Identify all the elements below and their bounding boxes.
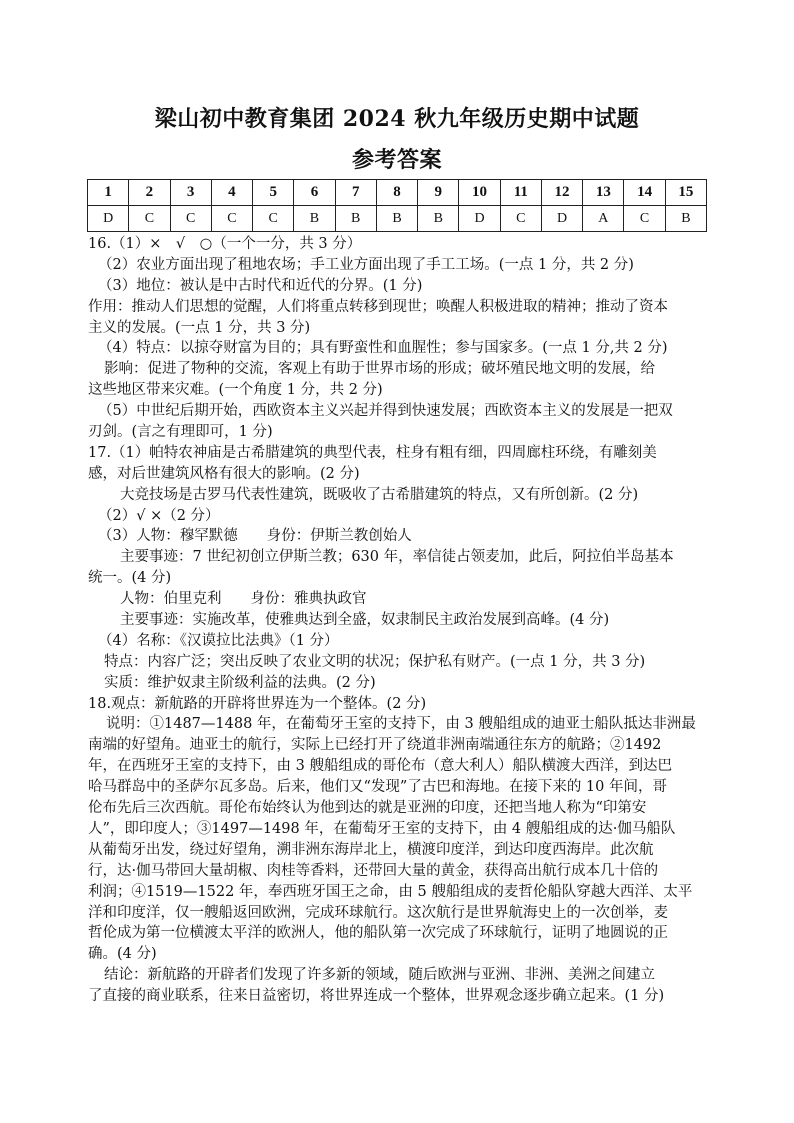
- answer-line: 利润；④1519—1522 年，奉西班牙国王之命，由 5 艘船组成的麦哲伦船队穿越大西洋、太平: [88, 883, 693, 900]
- answer-body: [88, 234, 728, 1007]
- answer-line: 南端的好望角。迪亚士的航行，实际上已经打开了绕道非洲南端通往东方的航路；②1492: [88, 737, 662, 754]
- answer-cell: B: [418, 206, 459, 232]
- answer-line: （3）地位：被认是中古时代和近代的分界。(1 分): [98, 277, 423, 294]
- answer-row: [88, 206, 707, 232]
- answer-cell: B: [294, 206, 335, 232]
- answer-cell: C: [170, 206, 211, 232]
- answer-line: 哲伦成为第一位横渡太平洋的欧洲人，他的船队第一次完成了环球航行，证明了地圆说的正: [88, 925, 668, 942]
- answer-line: 人物：伯里克利 身份：雅典执政官: [120, 591, 367, 608]
- answer-line: （2）√ ×（2 分）: [98, 507, 220, 524]
- answer-line: （4）特点：以掠夺财富为目的；具有野蛮性和血腥性；参与国家多。(一点 1 分,共 2 分): [98, 340, 668, 357]
- answer-line: 主义的发展。(一点 1 分，共 3 分): [88, 319, 311, 336]
- answer-line: 16.（1）× √ ○（一个一分，共 3 分）: [88, 236, 362, 252]
- answer-cell: C: [211, 206, 252, 232]
- answer-line: 主要事迹：实施改革，使雅典达到全盛，奴隶制民主政治发展到高峰。(4 分): [120, 612, 610, 629]
- answer-cell: C: [129, 206, 170, 232]
- answer-line: 行，达·伽马带回大量胡椒、肉桂等香料，还带回大量的黄金，获得高出航行成本几十倍的: [88, 862, 659, 879]
- answer-cell: A: [583, 206, 624, 232]
- answer-line: 洋和印度洋，仅一艘船返回欧洲，完成环球航行。这次航行是世界航海史上的一次创举，麦: [88, 904, 668, 921]
- document-subtitle: 参考答案: [351, 147, 442, 173]
- answer-line: 18.观点：新航路的开辟将世界连为一个整体。(2 分): [88, 695, 427, 712]
- answer-line: 伦布先后三次西航。哥伦布始终认为他到达的就是亚洲的印度，还把当地人称为“印第安: [88, 800, 647, 817]
- answer-line: 特点：内容广泛；突出反映了农业文明的状况；保护私有财产。(一点 1 分，共 3 分): [104, 653, 646, 670]
- answer-line: 人”，即印度人；③1497—1498 年，在葡萄牙王室的支持下，由 4 艘船组成的达·伽马船队: [88, 820, 676, 837]
- answer-line: 从葡萄牙出发，绕过好望角，溯非洲东海岸北上，横渡印度洋，到达印度西海岸。此次航: [88, 841, 654, 858]
- question-number: 15: [665, 180, 706, 206]
- question-number: 5: [253, 180, 294, 206]
- question-number: 10: [459, 180, 500, 206]
- answer-line: 说明：①1487—1488 年，在葡萄牙王室的支持下，由 3 艘船组成的迪亚士船队抵达非洲最: [106, 716, 696, 733]
- answer-cell: C: [253, 206, 294, 232]
- answer-cell: C: [500, 206, 541, 232]
- answer-line: （3）人物：穆罕默德 身份：伊斯兰教创始人: [98, 528, 412, 545]
- question-number: 8: [376, 180, 417, 206]
- answer-line: 刃剑。(言之有理即可，1 分): [88, 424, 273, 441]
- answer-line: 了直接的商业联系，往来日益密切，将世界连成一个整体，世界观念逐步确立起来。(1 分): [88, 988, 665, 1005]
- answer-cell: D: [541, 206, 582, 232]
- answer-line: （5）中世纪后期开始，西欧资本主义兴起并得到快速发展；西欧资本主义的发展是一把双: [98, 403, 673, 420]
- document-title: 梁山初中教育集团 2024 秋九年级历史期中试题: [154, 106, 640, 132]
- question-number: 3: [170, 180, 211, 206]
- answer-key-table: [87, 179, 707, 232]
- answer-line: 影响：促进了物种的交流，客观上有助于世界市场的形成；破坏殖民地文明的发展，给: [104, 361, 655, 378]
- answer-line: 实质：维护奴隶主阶级利益的法典。(2 分): [104, 674, 376, 691]
- answer-line: 17.（1）帕特农神庙是古希腊建筑的典型代表，柱身有粗有细，四周廊柱环绕，有雕刻美: [88, 444, 657, 461]
- answer-cell: B: [376, 206, 417, 232]
- answer-cell: D: [459, 206, 500, 232]
- answer-line: 感，对后世建筑风格有很大的影响。(2 分): [88, 465, 360, 482]
- answer-line: 确。(4 分): [88, 946, 157, 963]
- question-number: 11: [500, 180, 541, 206]
- question-number-row: [88, 180, 707, 206]
- question-number: 9: [418, 180, 459, 206]
- question-number: 6: [294, 180, 335, 206]
- answer-line: 这些地区带来灾难。(一个角度 1 分，共 2 分): [88, 382, 383, 399]
- question-number: 1: [88, 180, 129, 206]
- question-number: 4: [211, 180, 252, 206]
- question-number: 14: [624, 180, 665, 206]
- answer-line: 结论：新航路的开辟者们发现了许多新的领域，随后欧洲与亚洲、非洲、美洲之间建立: [104, 967, 655, 984]
- answer-line: 年，在西班牙王室的支持下，由 3 艘船组成的哥伦布（意大利人）船队横渡大西洋，到达巴: [88, 758, 672, 775]
- answer-line: 主要事迹：7 世纪初创立伊斯兰教；630 年，率信徒占领麦加，此后，阿拉伯半岛基本: [120, 549, 674, 566]
- answer-line: （4）名称：《汉谟拉比法典》（1 分）: [98, 632, 339, 649]
- question-number: 2: [129, 180, 170, 206]
- question-number: 12: [541, 180, 582, 206]
- answer-cell: B: [335, 206, 376, 232]
- answer-cell: C: [624, 206, 665, 232]
- question-number: 7: [335, 180, 376, 206]
- answer-cell: D: [88, 206, 129, 232]
- answer-cell: B: [665, 206, 706, 232]
- answer-line: 哈马群岛中的圣萨尔瓦多岛。后来，他们又“发现”了古巴和海地。在接下来的 10 年间，哥: [88, 779, 667, 796]
- answer-line: 大竞技场是古罗马代表性建筑，既吸收了古希腊建筑的特点，又有所创新。(2 分): [120, 486, 639, 503]
- answer-line: 统一。(4 分): [88, 570, 172, 587]
- answer-line: （2）农业方面出现了租地农场；手工业方面出现了手工工场。(一点 1 分，共 2 分): [98, 256, 634, 273]
- question-number: 13: [583, 180, 624, 206]
- answer-line: 作用：推动人们思想的觉醒，人们将重点转移到现世；唤醒人积极进取的精神；推动了资本: [88, 298, 668, 315]
